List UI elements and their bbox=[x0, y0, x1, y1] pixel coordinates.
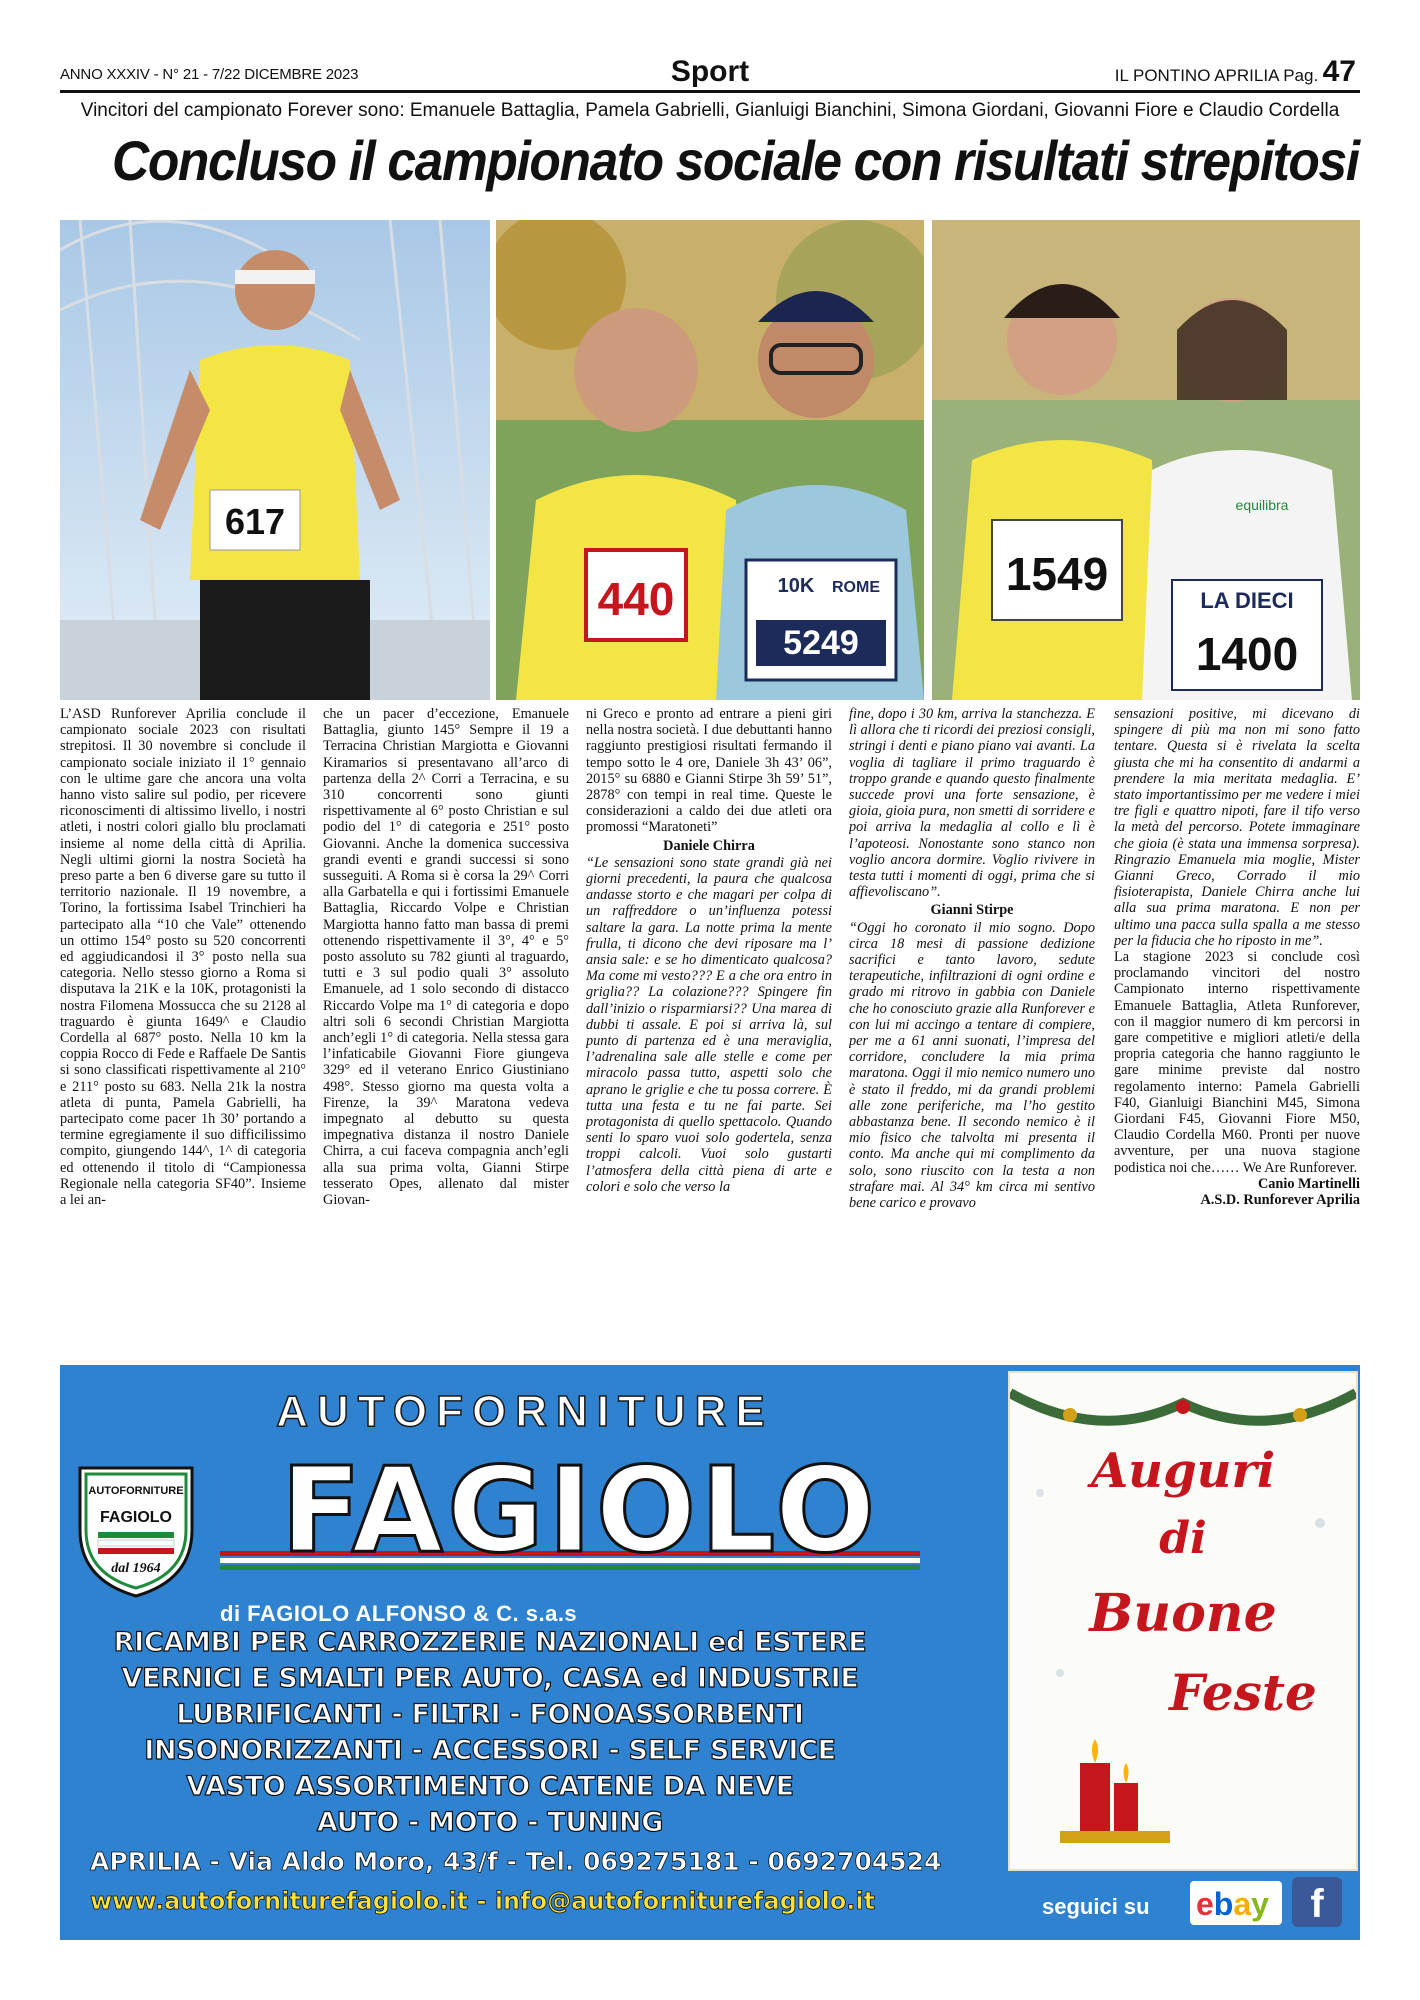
author-organization: A.S.D. Runforever Aprilia bbox=[1200, 1192, 1360, 1209]
article-paragraph: ni Greco e pronto ad entrare a pieni giri nella nostra società. I due debuttanti hanno raggiunto prestigiosi risultati fermando il tempo sotto le 4 ore, Daniele 3h 43’ 06”, 2015° su 6880 e Gianni Stirpe 3h 59’ 51”, 2878° con tempi in real time. Queste le considerazioni a caldo dei due atleti ora promossi “Maratoneti” bbox=[586, 706, 832, 836]
ad-line-1: RICAMBI PER CARROZZERIE NAZIONALI ed ESTERE bbox=[113, 1627, 867, 1658]
ad-badge-since: dal 1964 bbox=[111, 1561, 161, 1576]
bib-3-number-b: 1400 bbox=[1195, 628, 1299, 680]
article-kicker: Vincitori del campionato Forever sono: Emanuele Battaglia, Pamela Gabrielli, Gianluigi Bianchini, Simona Giordani, Giovanni Fiore e Claudio Cordella bbox=[80, 100, 1340, 121]
bib-2-distance: 10K bbox=[777, 575, 815, 597]
ad-badge-logo bbox=[72, 1460, 200, 1600]
greeting-word-4: Feste bbox=[1169, 1663, 1317, 1722]
author-name: Canio Martinelli bbox=[1257, 1175, 1360, 1192]
article-headline: Concluso il campionato sociale con risultati strepitosi bbox=[112, 129, 1359, 192]
article-column-1 bbox=[60, 706, 306, 1354]
photo-two-women-runners bbox=[932, 220, 1360, 700]
quote-gianni-continued: sensazioni positive, mi dicevano di spingere di più ma non mi sono fatto tentare. Questa si è rivelata la scelta giusta che mi ha consentito di andarmi a prendere la mia meritata medaglia. E’ stato importantissimo per me vedere i miei tre figli e quattro nipoti, fare il tifo verso la metà del percorso. Potete immaginare che gioia (è stata una immensa sorpresa). Ringrazio Emanuela mia moglie, Mister Gianni Greco, Corrado il mio fisioterapista, Daniele Chirra anche lui alla sua prima maratona. E non per ultimo una pacca sulla spalla a me stesso per la fiducia che ho riposto in me”. bbox=[1114, 706, 1360, 949]
facebook-icon[interactable]: f bbox=[1292, 1877, 1342, 1927]
ad-line-5: VASTO ASSORTIMENTO CATENE DA NEVE bbox=[186, 1771, 794, 1802]
photo-runner-bridge bbox=[60, 220, 490, 700]
advertisement-autoforniture-fagiolo[interactable] bbox=[60, 1365, 1360, 1940]
bib-3-sponsor: equilibra bbox=[1235, 497, 1289, 513]
header-rule bbox=[60, 90, 1360, 93]
greeting-word-2: di bbox=[1159, 1513, 1207, 1564]
quote-daniele-continued: fine, dopo i 30 km, arriva la stanchezza. E lì allora che ti ricordi dei preziosi consigli, stringi i denti e piano piano vai avanti. La voglia di tagliare il primo traguardo è troppo grande e quando questo finalmente succede provi una forte sensazione, è gioia, gioia pura, non smetti di sorridere e poi arriva la medaglia al collo e lì è l’apoteosi. Nonostante sono stanco non voglio ancora dormire. Voglio rivivere in testa tutti i momenti di oggi, prima che si affievoliscano”. bbox=[849, 706, 1095, 901]
issue-info: ANNO XXXIV - N° 21 - 7/22 DICEMBRE 2023 bbox=[60, 66, 359, 83]
article-column-4 bbox=[849, 706, 1095, 1354]
quote-heading-daniele: Daniele Chirra bbox=[663, 837, 755, 854]
article-column-3 bbox=[586, 706, 832, 1354]
quote-daniele: “Le sensazioni sono state grandi già nei giorni precedenti, la paura che qualcosa andasse storto e che magari per colpa di un raffreddore o un’influenza potessi saltare la gara. La notte prima la mente frulla, ti dicono che devi riposare ma l’ ansia sale: e se ho dimenticato qualcosa? Ma come mi vesto??? E a che ora entro in griglia?? La colazione??? Spingere fin dall’inizio o risparmiarsi?? Una marea di dubbi ti assale. E poi si arriva là, sul punto di partenza ed è una meraviglia, l’adrenalina sale alle stelle e come per miracolo passa tutto, aspetti solo che aprano le griglie e che tu possa correre. È tutta una festa e tu ne fai parte. Sei protagonista di quello spettacolo. Quando senti lo sparo vuoi solo godertela, senza troppi calcoli. Vuoi solo gustarti l’atmosfera della città piena di arte e colori e solo che verso la bbox=[586, 854, 832, 1195]
follow-us-label: seguici su bbox=[1042, 1894, 1150, 1919]
page-number: 47 bbox=[1322, 55, 1356, 88]
page-label bbox=[1115, 55, 1356, 89]
ad-company-name: di FAGIOLO ALFONSO & C. s.a.s bbox=[220, 1601, 578, 1626]
quote-heading-gianni: Gianni Stirpe bbox=[930, 902, 1014, 919]
ad-title: AUTOFORNITURE bbox=[276, 1387, 774, 1436]
greeting-word-3: Buone bbox=[1089, 1583, 1277, 1644]
ad-line-6: AUTO - MOTO - TUNING bbox=[316, 1807, 664, 1838]
ad-line-3: LUBRIFICANTI - FILTRI - FONOASSORBENTI bbox=[176, 1699, 804, 1730]
bib-2-number-b: 5249 bbox=[783, 624, 859, 662]
bib-3-event: LA DIECI bbox=[1200, 588, 1294, 613]
ebay-label: ebay bbox=[1196, 1886, 1269, 1922]
publication-name: IL PONTINO APRILIA Pag. bbox=[1114, 66, 1319, 85]
ebay-icon[interactable] bbox=[1190, 1881, 1282, 1925]
ad-line-4: INSONORIZZANTI - ACCESSORI - SELF SERVICE bbox=[144, 1735, 836, 1766]
ad-contact: APRILIA - Via Aldo Moro, 43/f - Tel. 069275181 - 0692704524 bbox=[90, 1847, 942, 1876]
bib-2-number-a: 440 bbox=[597, 573, 675, 625]
bib-3-number-a: 1549 bbox=[1005, 548, 1109, 600]
bib-2-city: ROME bbox=[832, 579, 880, 596]
christmas-greeting-card bbox=[1008, 1371, 1358, 1871]
greeting-word-1: Auguri bbox=[1090, 1443, 1276, 1499]
ad-badge-name: FAGIOLO bbox=[100, 1509, 172, 1526]
ad-brand-logo bbox=[210, 1447, 950, 1597]
bib-1-number: 617 bbox=[224, 501, 286, 542]
article-paragraph: L’ASD Runforever Aprilia conclude il campionato sociale 2023 con risultati strepitosi. Il 30 novembre si conclude il campionato sociale iniziato il 1° gennaio con le ultime gare che ancora una volta hanno visto salire sul podio, per ricevere riconoscimenti di altissimo livello, i nostri atleti, i nostri colori giallo blu proclamati insieme al nome della città di Aprilia. Negli ultimi giorni la nostra Società ha preso parte a ben 6 diverse gare su tutto il territorio nazionale. Il 19 novembre, a Torino, la fortissima Isabel Trinchieri ha partecipato alla “10 che Vale” ottenendo un ottimo 154° posto su 520 concorrenti ed aggiudicandosi il 3° posto nella sua categoria. Nello stesso giorno a Roma si disputava la 21K e la 10K, protagonisti la nostra Filomena Mossucca che su 2128 al traguardo è giunta 1649^ e Claudio Cordella al 687° posto. Nella 10 km la coppia Rocco di Fede e Raffaele De Santis si sono classificati rispettivamente al 210° e 211° posto su 683. Nella 21k la nostra atleta di punta, Pamela Gabrielli, ha partecipato come pacer 1h 30’ portando a termine egregiamente il suo difficilissimo compito, giungendo 144^, 1^ di categoria ed ottenendo il titolo di “Campionessa Regionale nella categoria SF40”. Insieme a lei an- bbox=[60, 706, 306, 1209]
ad-brand-name: FAGIOLO bbox=[280, 1447, 880, 1579]
ad-line-2: VERNICI E SMALTI PER AUTO, CASA ed INDUSTRIE bbox=[121, 1663, 859, 1694]
article-paragraph: che un pacer d’eccezione, Emanuele Battaglia, giunto 145° Sempre il 19 a Terracina Christian Margiotta e Giovanni Kiramarios si presentavano all’arco di partenza della 2^ Corri a Terracina, e su 310 concorrenti sono giunti rispettivamente al 6° posto Christian e sul podio del 1° di categoria e 251° posto Giovanni. Anche la domenica successiva grandi eventi e grandi successi si sono susseguiti. A Roma si è corsa la 29^ Corri alla Garbatella e qui i fortissimi Emanuele Battaglia, Riccardo Volpe e Christian Margiotta hanno fatto man bassa di premi ottenendo rispettivamente il 3°, 4° e 5° posto assoluto su 782 giunti al traguardo, tutti e 3 sul podio quali 3° assoluto Emanuele, ad 1 solo secondo di distacco Riccardo Volpe ma 1° di categoria e dopo altri soli 6 secondi Christian Margiotta anch’egli 1° di categoria. Nella stessa gara l’infaticabile Giovanni Fiore giungeva 329° ed il veterano Enrico Giustiniano 498°. Stesso giorno ma questa volta a Firenze, la 39^ Maratona vedeva impegnato al debutto su questa impegnativa distanza il nostro Daniele Chirra, a cui faceva compagnia anch’egli alla sua prima volta, Gianni Stirpe tesserato Opes, allenato dal mister Giovan- bbox=[323, 706, 569, 1209]
quote-gianni: “Oggi ho coronato il mio sogno. Dopo circa 18 mesi di passione dedizione sacrifici e tanto lavoro, sedute terapeutiche, infiltrazioni di ogni ordine e grado mi ritrovo in gabbia con Daniele che ho conosciuto grazie alla Runforever e con lui mi accingo a tentare di compiere, per me a 61 anni suonati, l’impresa del corridore, concludere la mia prima maratona. Oggi il mio nemico numero uno è stato il freddo, mi da grandi problemi alle zone periferiche, ma l’ho gestito abbastanza bene. Il secondo nemico è il mio fisico che talvolta mi presenta il conto. Ma anche qui mi complimento da solo, sono riuscito con la testa a non strafare mai. Al 34° km circa mi sentivo bene carico e provavo bbox=[849, 919, 1095, 1212]
article-column-5 bbox=[1114, 706, 1360, 1354]
photo-two-marathoners bbox=[496, 220, 924, 700]
article-column-2 bbox=[323, 706, 569, 1354]
ad-website-email[interactable]: www.autoforniturefagiolo.it - info@autoforniturefagiolo.it bbox=[90, 1887, 876, 1915]
article-conclusion: La stagione 2023 si conclude così proclamando vincitori del nostro Campionato interno rispettivamente Emanuele Battaglia, Atleta Runforever, con il maggior numero di km percorsi in gare competitive e migliori atleti/e della propria categoria che hanno raggiunto le gare minime previste dal nostro regolamento interno: Pamela Gabrielli F40, Gianluigi Bianchini M45, Simona Giordani F45, Giovanni Fiore M50, Claudio Cordella M60. Pronti per nuove avventure, per una nuova stagione podistica noi che…… We Are Runforever. bbox=[1114, 949, 1360, 1176]
section-title: Sport bbox=[670, 55, 750, 88]
ad-badge-top: AUTOFORNITURE bbox=[88, 1485, 184, 1497]
